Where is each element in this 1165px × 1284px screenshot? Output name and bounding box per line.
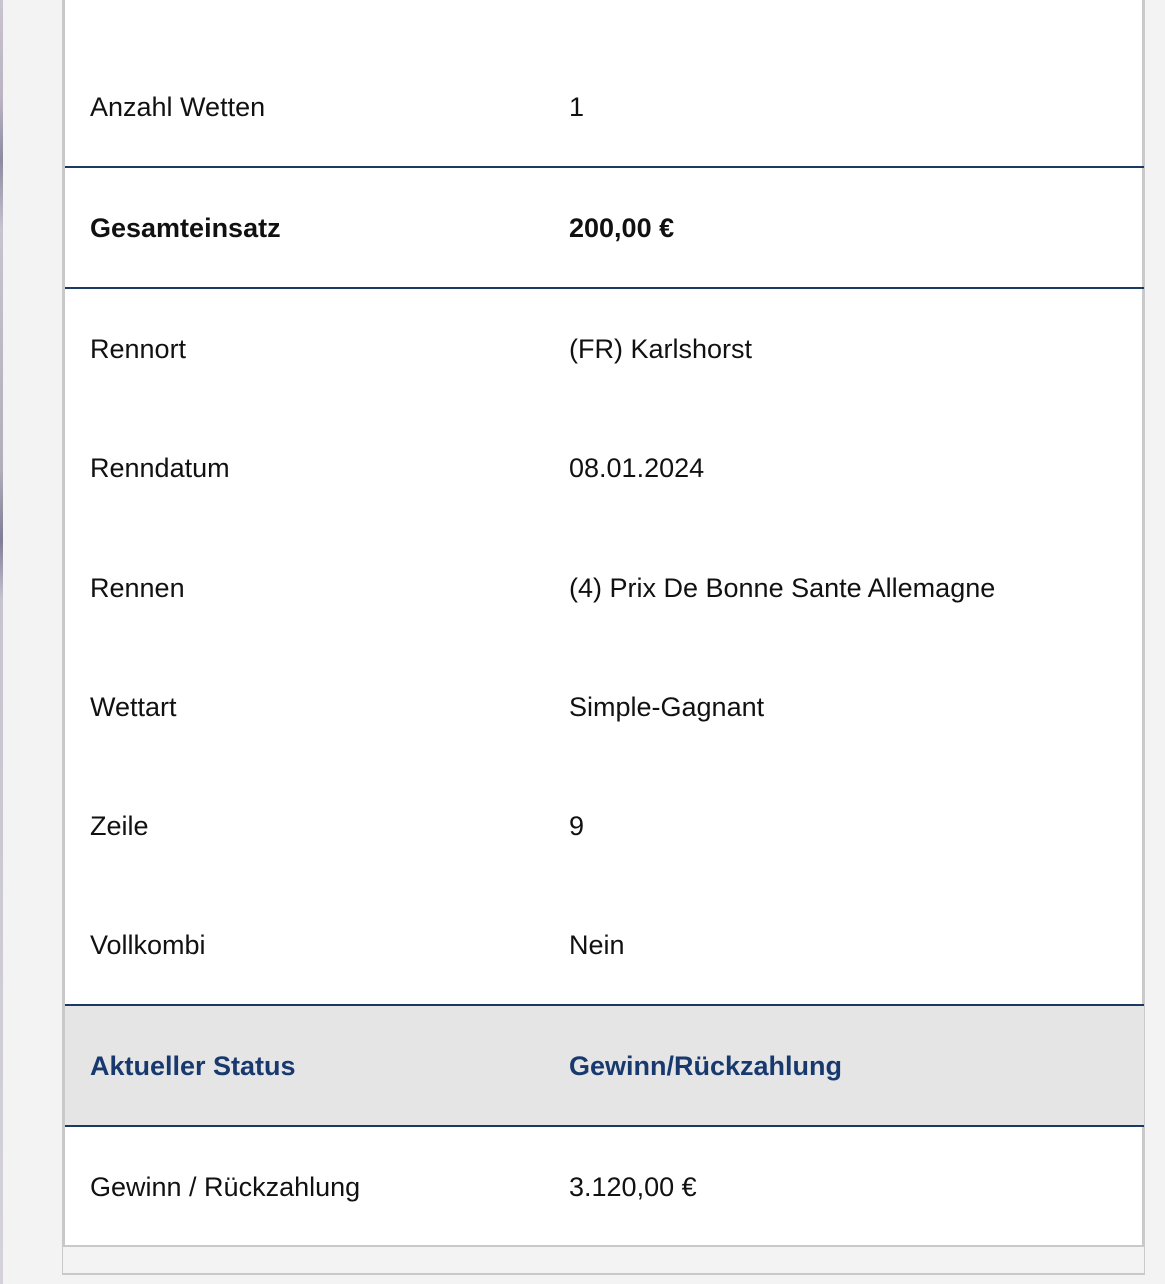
- row-divider: [65, 1125, 1144, 1127]
- row-divider: [65, 287, 1144, 289]
- row-value: (FR) Karlshorst: [569, 334, 753, 364]
- status-header: [65, 1006, 1144, 1126]
- row-label: Rennen: [90, 573, 185, 603]
- row-divider: [65, 166, 1144, 168]
- row-label: Rennort: [90, 334, 187, 364]
- window-edge: [0, 0, 3, 1284]
- row-value: (4) Prix De Bonne Sante Allemagne: [569, 573, 996, 603]
- status-header-label: Aktueller Status: [90, 1051, 296, 1081]
- row-value: Nein: [569, 930, 625, 960]
- bet-details-card: [63, 0, 1144, 1247]
- row-label: Zeile: [90, 811, 149, 841]
- row-value: Simple-Gagnant: [569, 692, 765, 722]
- row-value: 1: [569, 92, 585, 122]
- row-label: Wettart: [90, 692, 177, 722]
- row-label: Gesamteinsatz: [90, 213, 281, 243]
- status-header-value: Gewinn/Rückzahlung: [569, 1051, 843, 1081]
- row-value: 3.120,00 €: [569, 1172, 697, 1202]
- row-value: 08.01.2024: [569, 453, 705, 483]
- row-label: Anzahl Wetten: [90, 92, 266, 122]
- row-label: Gewinn / Rückzahlung: [90, 1172, 361, 1202]
- row-value: 9: [569, 811, 585, 841]
- row-label: Vollkombi: [90, 930, 206, 960]
- row-value: 200,00 €: [569, 213, 675, 243]
- row-label: Renndatum: [90, 453, 230, 483]
